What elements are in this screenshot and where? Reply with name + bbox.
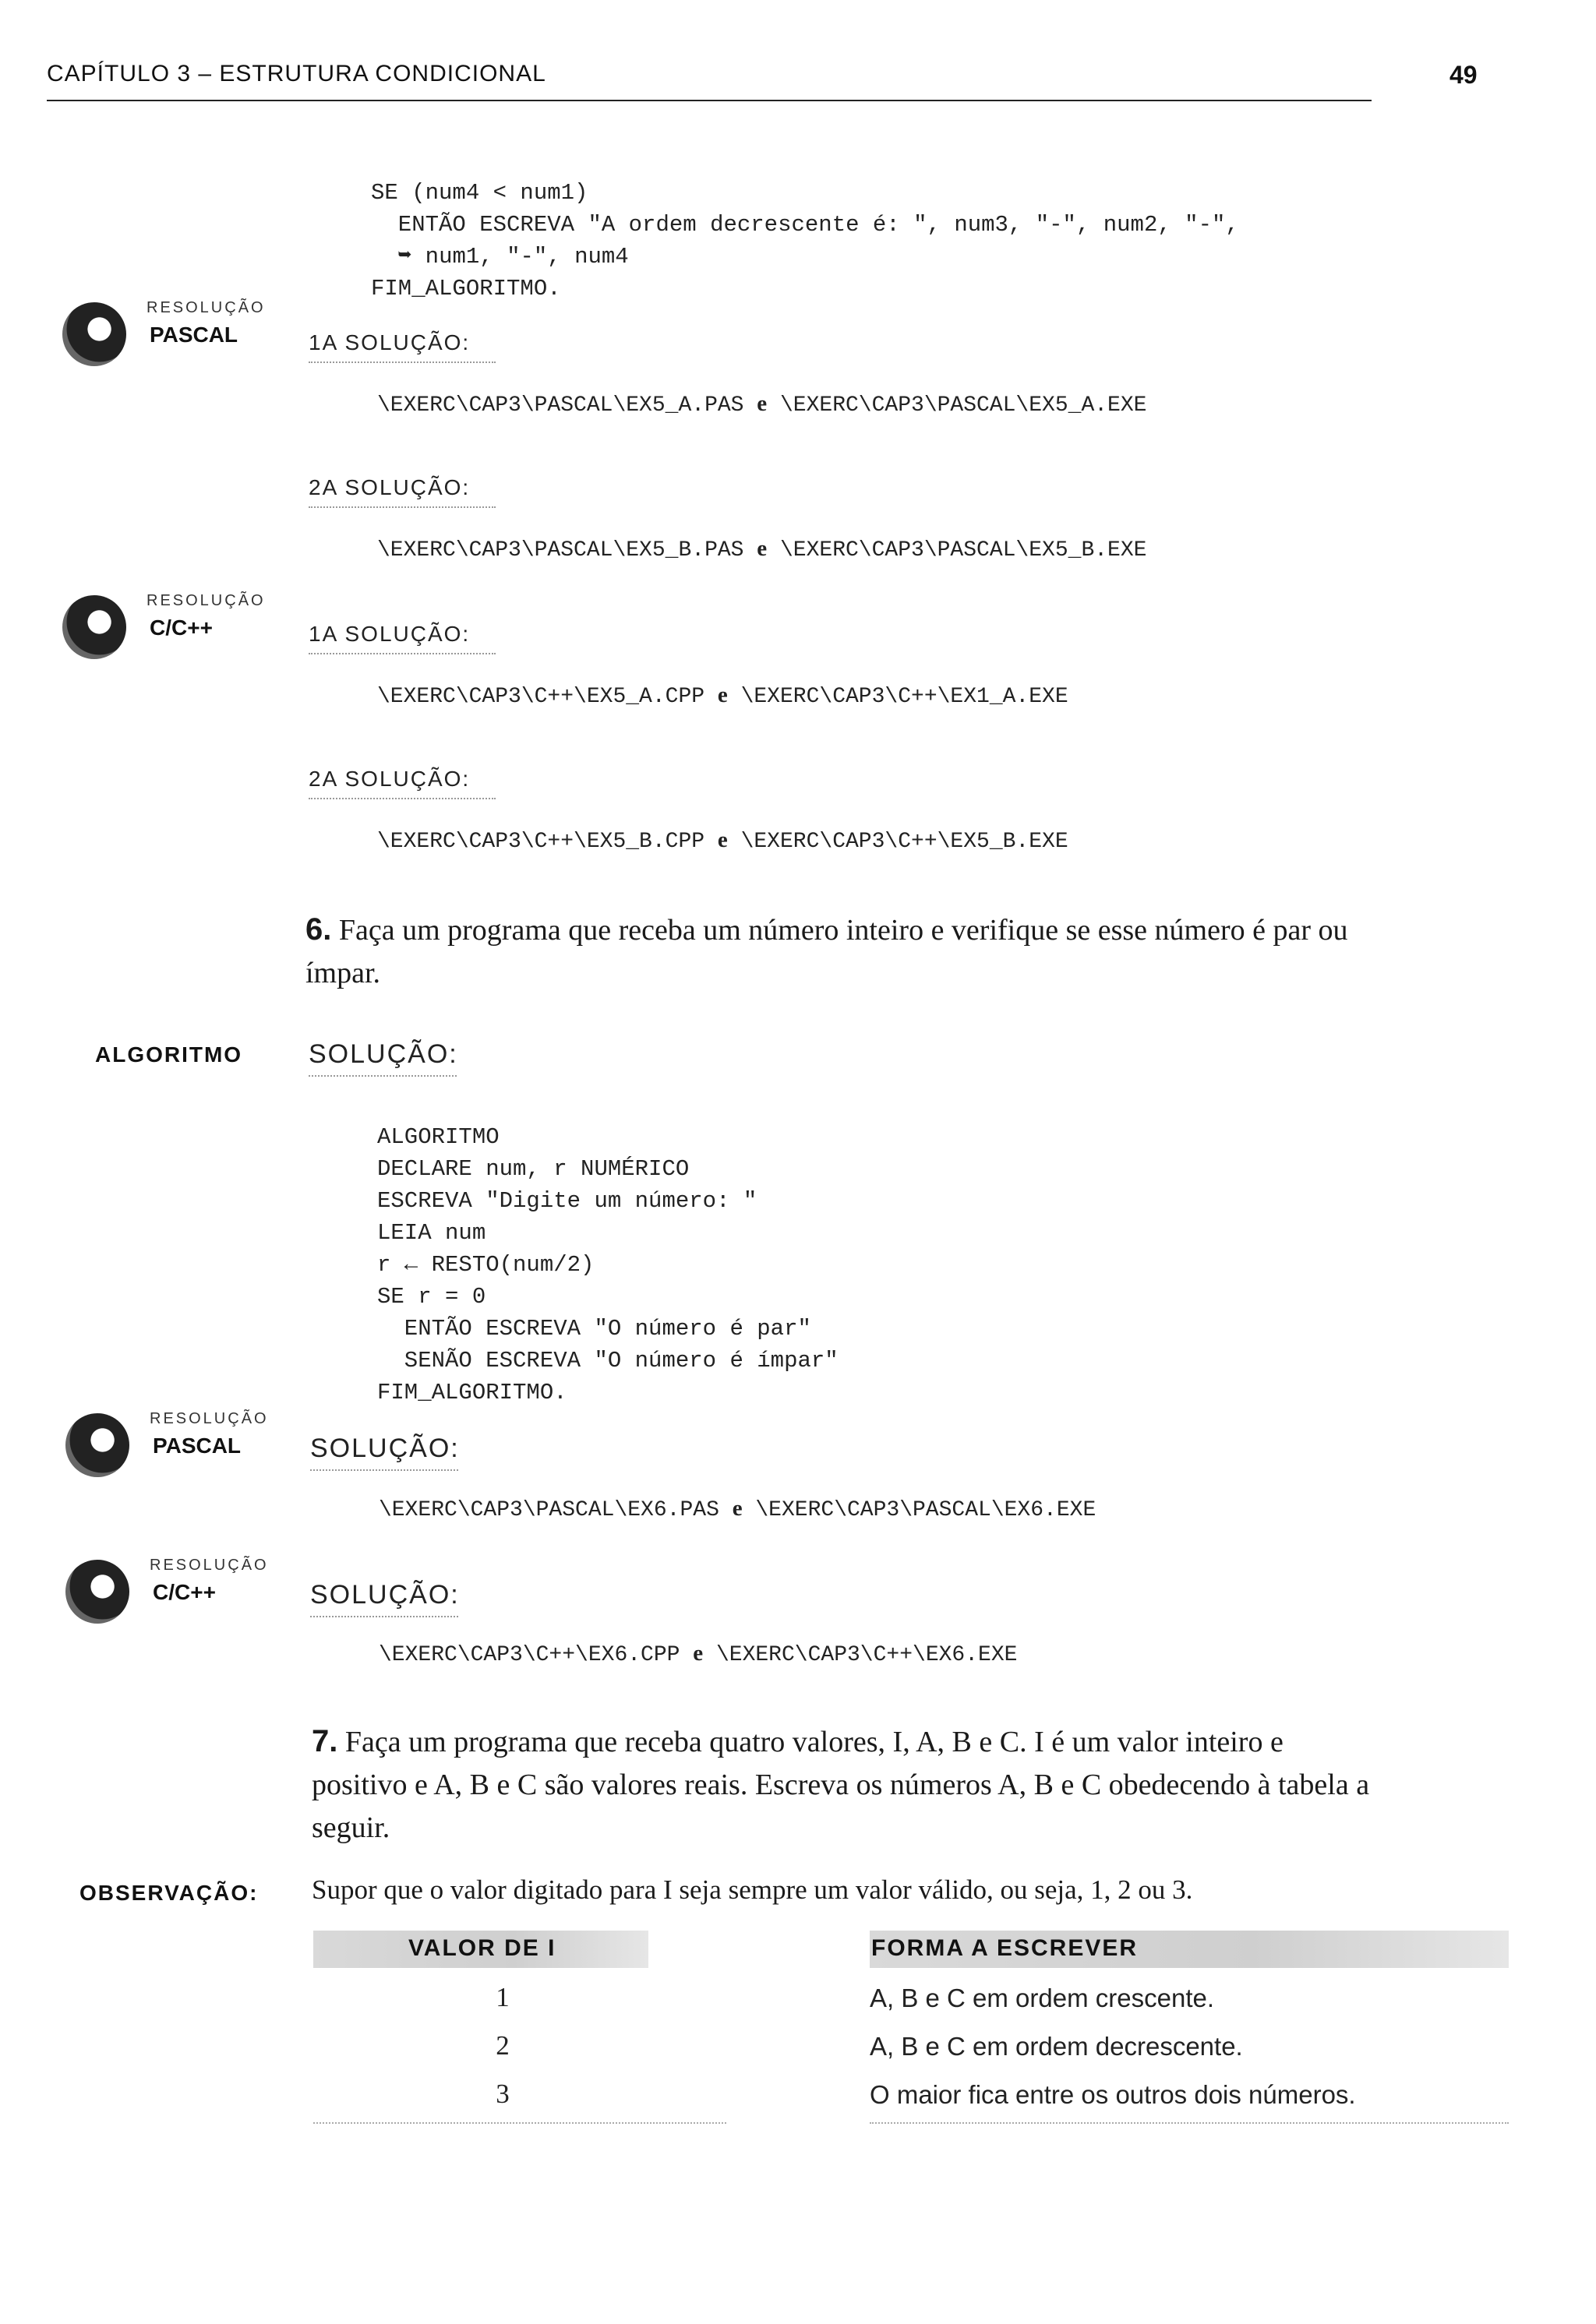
badge-caption: RESOLUÇÃO <box>147 299 266 316</box>
file-path-line <box>377 827 1068 854</box>
disc-icon <box>65 1413 129 1477</box>
resolucao-cpp-badge <box>62 589 266 659</box>
code-line: ALGORITMO <box>377 1124 500 1150</box>
code-line: ENTÃO ESCREVA "O número é par" <box>377 1316 811 1342</box>
source-file: \EXERC\CAP3\C++\EX6.CPP <box>379 1643 680 1667</box>
label-underline <box>309 798 496 799</box>
disc-icon <box>62 302 126 366</box>
page-number: 49 <box>1449 61 1478 89</box>
code-line: FIM_ALGORITMO. <box>371 276 561 302</box>
header-rule <box>47 100 1372 101</box>
table-cell-valor: 2 <box>496 2030 510 2061</box>
code-line: DECLARE num, r NUMÉRICO <box>377 1156 690 1182</box>
table-cell-forma: A, B e C em ordem decrescente. <box>870 2032 1243 2061</box>
resolucao-pascal-badge <box>65 1407 269 1477</box>
connector: e <box>693 1641 704 1666</box>
label-underline <box>309 1075 457 1077</box>
solution-label-1: 1A SOLUÇÃO: <box>309 330 471 354</box>
source-file: \EXERC\CAP3\C++\EX5_A.CPP <box>377 685 705 709</box>
code-line: LEIA num <box>377 1220 486 1246</box>
solution-label: SOLUÇÃO: <box>309 1039 458 1069</box>
table-cell-valor: 1 <box>496 1982 510 2012</box>
exercise-6-statement <box>305 908 1506 995</box>
connector: e <box>757 391 768 416</box>
code-line: FIM_ALGORITMO. <box>377 1380 567 1405</box>
algorithm-label: ALGORITMO <box>95 1042 243 1067</box>
exe-file: \EXERC\CAP3\C++\EX5_B.EXE <box>740 830 1068 854</box>
badge-language: PASCAL <box>150 323 238 347</box>
file-path-line <box>377 536 1146 562</box>
table-cell-valor: 3 <box>496 2079 510 2109</box>
code-line: ➥ num1, "-", num4 <box>371 244 629 270</box>
connector: e <box>717 827 728 852</box>
observation-label: OBSERVAÇÃO: <box>79 1881 259 1905</box>
statement-line: Faça um programa que receba um número inteiro e verifique se esse número é par ou <box>338 914 1348 947</box>
badge-language: PASCAL <box>153 1434 242 1458</box>
badge-language: C/C++ <box>150 615 213 640</box>
solution-label: SOLUÇÃO: <box>310 1580 460 1610</box>
solution-label: SOLUÇÃO: <box>310 1434 460 1463</box>
connector: e <box>757 536 768 561</box>
statement-line: positivo e A, B e C são valores reais. Escreva os números A, B e C obedecendo à tabela a <box>312 1769 1370 1801</box>
algorithm-code <box>377 1089 839 1441</box>
source-file: \EXERC\CAP3\PASCAL\EX5_A.PAS <box>377 393 744 418</box>
code-line: r ← RESTO(num/2) <box>377 1252 595 1278</box>
source-file: \EXERC\CAP3\PASCAL\EX6.PAS <box>379 1498 719 1522</box>
file-path-line <box>377 682 1068 709</box>
chapter-title: CAPÍTULO 3 – ESTRUTURA CONDICIONAL <box>47 61 546 86</box>
badge-caption: RESOLUÇÃO <box>150 1410 269 1427</box>
exe-file: \EXERC\CAP3\PASCAL\EX6.EXE <box>755 1498 1096 1522</box>
source-file: \EXERC\CAP3\C++\EX5_B.CPP <box>377 830 705 854</box>
table-cell-forma: A, B e C em ordem crescente. <box>870 1984 1215 2012</box>
label-underline <box>309 506 496 508</box>
statement-line: seguir. <box>312 1811 390 1844</box>
resolucao-cpp-badge <box>65 1553 269 1624</box>
table-bottom-rule <box>313 2122 726 2124</box>
exe-file: \EXERC\CAP3\C++\EX1_A.EXE <box>740 685 1068 709</box>
statement-line: ímpar. <box>305 957 381 989</box>
exe-file: \EXERC\CAP3\C++\EX6.EXE <box>715 1643 1018 1667</box>
code-line: SE r = 0 <box>377 1284 486 1310</box>
exercise-7-statement <box>312 1720 1512 1850</box>
exe-file: \EXERC\CAP3\PASCAL\EX5_B.EXE <box>779 538 1147 562</box>
label-underline <box>309 653 496 654</box>
badge-caption: RESOLUÇÃO <box>147 592 266 609</box>
file-path-line <box>379 1641 1017 1667</box>
label-underline <box>310 1616 458 1617</box>
disc-icon <box>65 1560 129 1624</box>
connector: e <box>717 682 728 707</box>
table-cell-forma: O maior fica entre os outros dois números. <box>870 2080 1356 2109</box>
observation-text: Supor que o valor digitado para I seja sempre um valor válido, ou seja, 1, 2 ou 3. <box>312 1874 1193 1905</box>
exe-file: \EXERC\CAP3\PASCAL\EX5_A.EXE <box>779 393 1147 418</box>
file-path-line <box>377 391 1146 418</box>
table-header-forma: FORMA A ESCREVER <box>871 1935 1139 1961</box>
code-line: ESCREVA "Digite um número: " <box>377 1188 757 1214</box>
solution-label-2: 2A SOLUÇÃO: <box>309 475 471 499</box>
exercise-number: 6. <box>305 912 332 947</box>
label-underline <box>310 1469 458 1471</box>
table-bottom-rule <box>870 2122 1509 2124</box>
statement-line: Faça um programa que receba quatro valores, I, A, B e C. I é um valor inteiro e <box>344 1726 1284 1758</box>
code-continuation <box>371 145 1239 337</box>
resolucao-pascal-badge <box>62 296 266 366</box>
code-line: SE (num4 < num1) <box>371 180 588 206</box>
code-line: ENTÃO ESCREVA "A ordem decrescente é: ", num3, "-", num2, "-", <box>371 212 1239 238</box>
badge-caption: RESOLUÇÃO <box>150 1557 269 1574</box>
exercise-number: 7. <box>312 1724 338 1758</box>
table-header-valor: VALOR DE I <box>408 1935 556 1961</box>
disc-icon <box>62 595 126 659</box>
label-underline <box>309 361 496 363</box>
source-file: \EXERC\CAP3\PASCAL\EX5_B.PAS <box>377 538 744 562</box>
code-line: SENÃO ESCREVA "O número é ímpar" <box>377 1348 839 1374</box>
badge-language: C/C++ <box>153 1580 216 1604</box>
solution-label-1: 1A SOLUÇÃO: <box>309 622 471 646</box>
solution-label-2: 2A SOLUÇÃO: <box>309 767 471 791</box>
file-path-line <box>379 1496 1096 1522</box>
connector: e <box>732 1496 743 1521</box>
